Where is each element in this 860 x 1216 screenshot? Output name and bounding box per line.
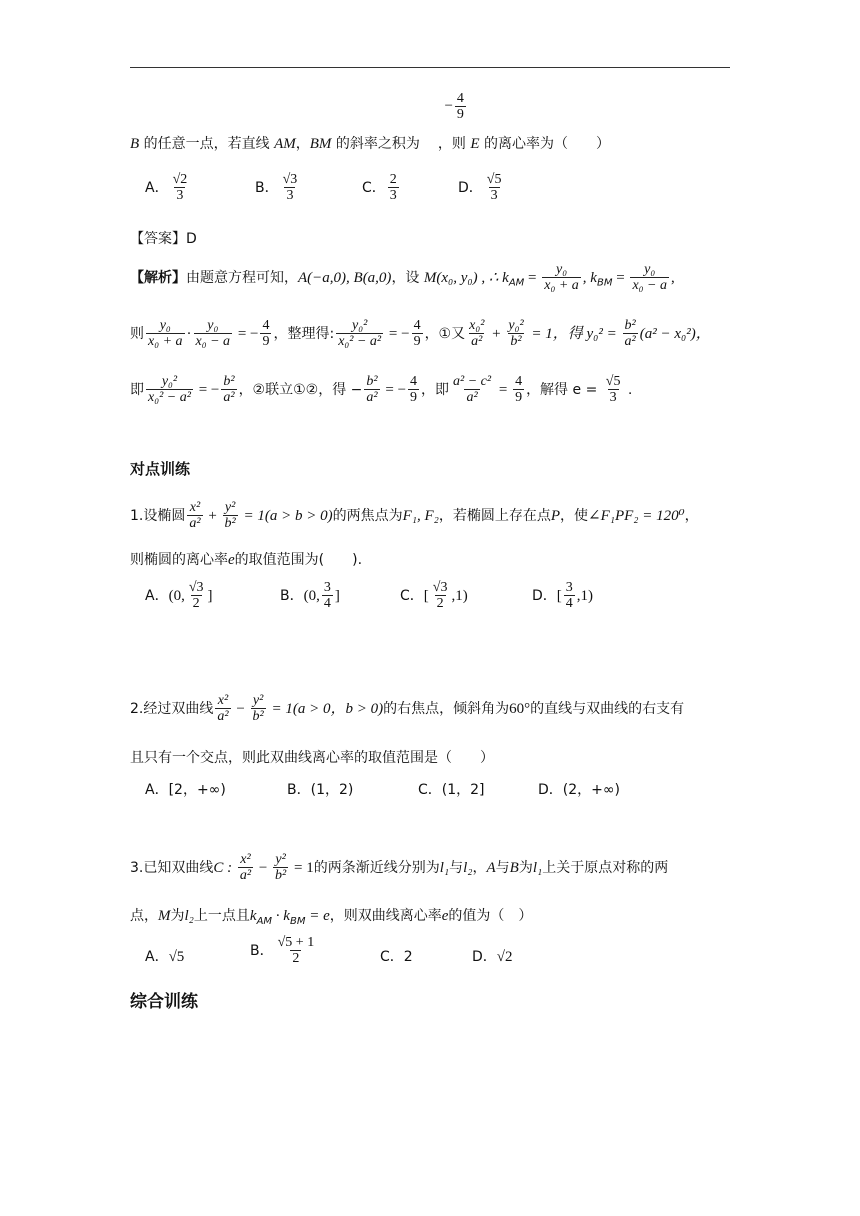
example-question-text: B 的任意一点，若直线 AM，BM 的斜率之积为 ，则 E 的离心率为（ ） xyxy=(130,136,610,152)
answer-label: 【答案】 xyxy=(130,231,186,247)
problem-3-option-b: B． $\frac{√5 + 1}{2}$ xyxy=(250,935,315,967)
problem-1-option-b: B．(0, $\frac{3}{4}$ ] xyxy=(280,580,340,612)
problem-1-line-1: 1.设椭圆 $\frac{\text{x²}}{\text{a²}}$ + $\frac{\text{y²}}{\text{b²}}$ = 1(a > b > 0)的两焦点为F₁, F₂，若椭圆上存在点P，使∠F₁PF₂ = 120⁰， xyxy=(130,500,699,532)
analysis-line-1: 【解析】由题意方程可知，A(−a,0), B(a,0)，设 M(x₀, y₀) , ∴ $k_{AM}$ = $\frac{\text{y₀}}{\text{x₀ + a}}$ , $k_{BM}$ = $\frac{\text{y₀}}{\text{x₀ − a}}$ , xyxy=(130,262,675,294)
problem-2-line-1: 2.经过双曲线 $\frac{\text{x²}}{\text{a²}}$ − $\frac{\text{y²}}{\text{b²}}$ = 1(a > 0，b > 0)的右焦点，倾斜角为60°的直线与双曲线的右支有 xyxy=(130,693,685,725)
analysis-line-3: 即 $\frac{\text{y₀²}}{\text{x₀² − a²}}$ = − $\frac{\text{b²}}{\text{a²}}$ ，②联立①②，得 − $\frac{\text{b²}}{\text{a²}}$ = − $\frac{4}{9}$ ，即 $\frac{\text{a² − c²}}{\text{a²}}$ = $\frac{4}{9}$ ，解得 e = $\frac{√5}{3}$ . xyxy=(130,374,632,406)
answer-line xyxy=(130,228,197,248)
example-question-line xyxy=(130,91,468,135)
analysis-line-2: 则 $\frac{\text{y₀}}{\text{x₀ + a}}$ · $\frac{\text{y₀}}{\text{x₀ − a}}$ = − $\frac{4}{9}$ ，整理得: $\frac{\text{y₀²}}{\text{x₀² − a²}}$ = − $\frac{4}{9}$ ，①又 $\frac{\text{x₀²}}{\text{a²}}$ + $\frac{\text{y₀²}}{\text{b²}}$ = 1，得 y₀² = $\frac{\text{b²}}{\text{a²}}$ (a² − x₀²)， xyxy=(130,318,711,350)
problem-3-option-a: A．√5 xyxy=(145,949,185,965)
example-option-d: D． $\frac{√5}{3}$ xyxy=(458,172,502,204)
problem-2-option-d: D．(2，+∞) xyxy=(538,782,621,798)
problem-1-option-d: D．[ $\frac{3}{4}$ ,1) xyxy=(532,580,594,612)
problem-3-line-1: 3.已知双曲线C : $\frac{\text{x²}}{\text{a²}}$ − $\frac{\text{y²}}{\text{b²}}$ = 1的两条渐近线分别为l₁与l₂，A与B为l₁上关于原点对称的两 xyxy=(130,852,669,884)
problem-1-option-a: A．(0, $\frac{√3}{2}$ ] xyxy=(145,580,213,612)
problem-3-option-d: D．√2 xyxy=(472,949,513,965)
analysis-label: 【解析】 xyxy=(130,269,186,286)
problem-2-option-c: C．(1，2] xyxy=(418,782,485,798)
problem-3-option-c: C．2 xyxy=(380,949,413,965)
example-option-c: C． $\frac{2}{3}$ xyxy=(362,172,397,204)
example-option-b: B． $\frac{√3}{3}$ xyxy=(255,172,298,204)
problem-1-line-2: 则椭圆的离心率e的取值范围为( ). xyxy=(130,552,363,568)
practice-heading: 对点训练 xyxy=(130,460,191,478)
problem-2-option-b: B．(1，2) xyxy=(287,782,354,798)
header-rule xyxy=(130,67,730,68)
comprehensive-heading: 综合训练 xyxy=(130,992,198,1012)
problem-2-option-a: A．[2，+∞) xyxy=(145,782,226,798)
example-option-a: A． $\frac{√2}{3}$ xyxy=(145,172,188,204)
problem-1-option-c: C．[ $\frac{√3}{2}$ ,1) xyxy=(400,580,468,612)
problem-2-line-2: 且只有一个交点，则此双曲线离心率的取值范围是（ ） xyxy=(130,750,494,766)
answer-value: D xyxy=(186,231,197,247)
slope-product-coefficient: − $\frac{4}{9}$ xyxy=(444,91,464,123)
problem-3-line-2: 点，M为l₂上一点且$k_{AM} \cdot k_{BM} = e$，则双曲线离心率e的值为（ ） xyxy=(130,908,533,927)
